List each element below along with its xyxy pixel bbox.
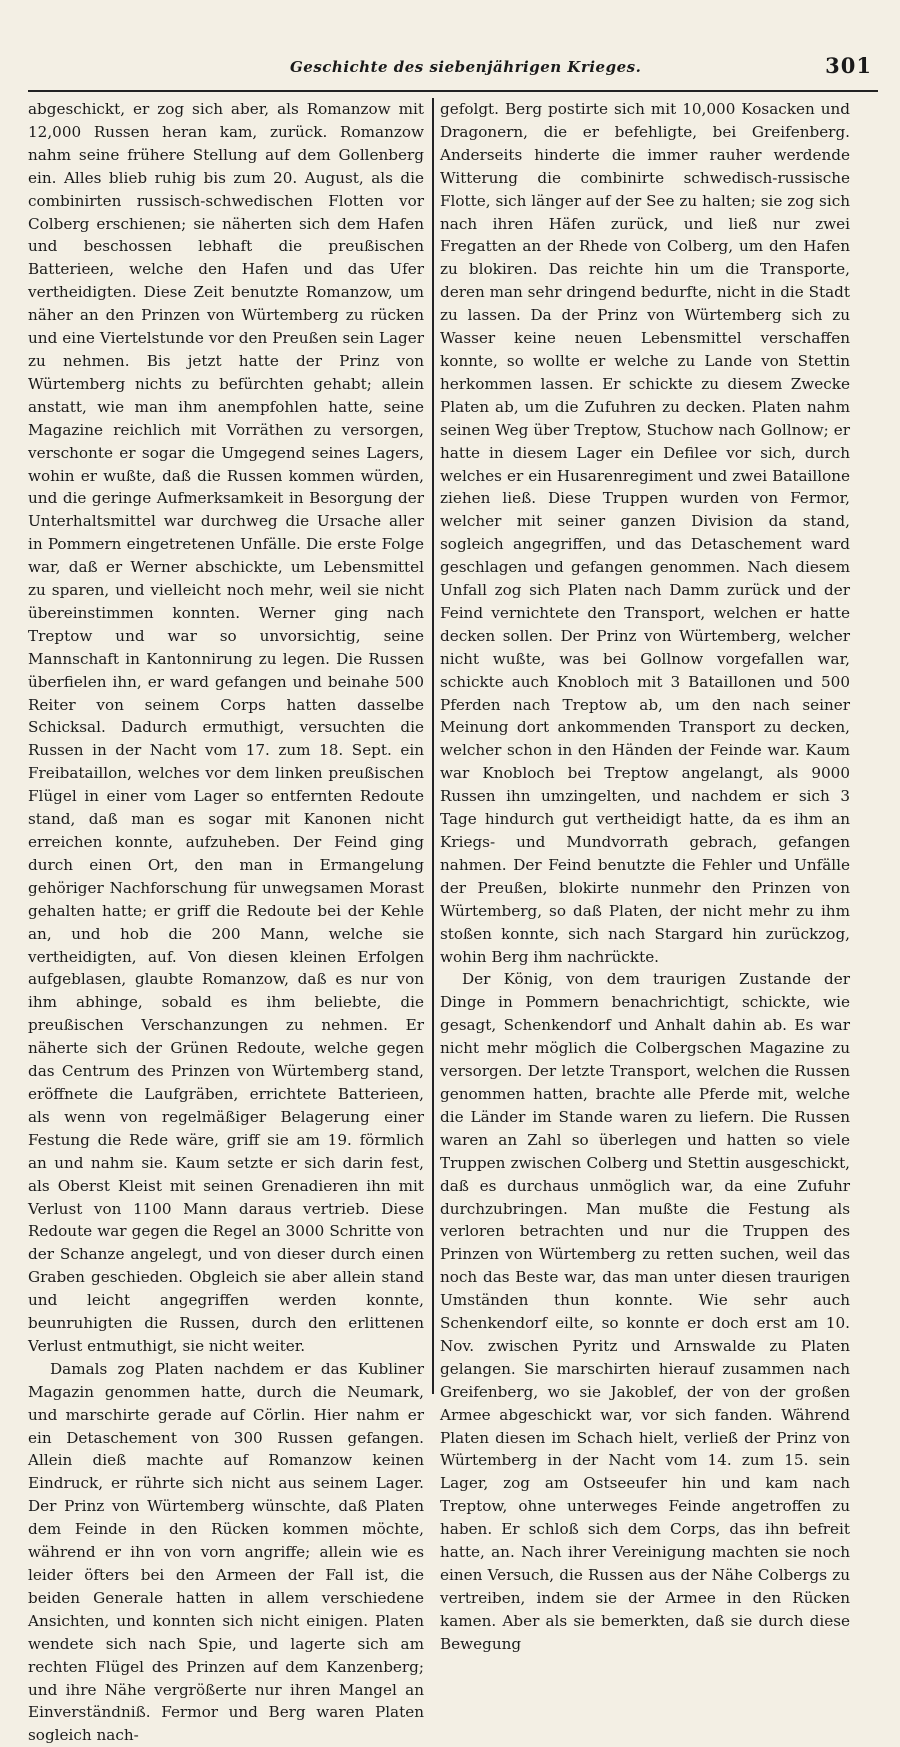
page-header [28,52,878,92]
column-divider [432,98,434,1394]
running-title: Geschichte des siebenjährigen Krieges. [290,58,642,76]
paragraph: Der König, von dem traurigen Zustande der Dinge in Pommern benachrichtigt, schickte, wie gesagt, Schenkendorf und Anhalt dahin ab. Es war nicht mehr möglich die Colbergschen Magazine zu versorgen. Der letzte Transport, welchen die Russen genommen hatten, brachte alle Pferde mit, welche die Länder im Stande waren zu liefern. Die Russen waren an Zahl so überlegen und hatten so viele Truppen zwischen Colberg und Stettin ausgeschickt, daß es durchaus unmöglich war, da eine Zufuhr durchzubringen. Man mußte die Festung als verloren betrachten und nur die Truppen des Prinzen von Würtemberg zu retten suchen, weil das noch das Beste war, das man unter diesen traurigen Umständen thun konnte. Wie sehr auch Schenkendorf eilte, so konnte er doch erst am 10. Nov. zwischen Pyritz und Arnswalde zu Platen gelangen. Sie marschirten hierauf zusammen nach Greifenberg, wo sie Jakoblef, der von der großen Armee abgeschickt war, vor sich fanden. Während Platen diesen im Schach hielt, verließ der Prinz von Würtemberg in der Nacht vom 14. zum 15. sein Lager, zog am Ostseeufer hin und kam nach Treptow, ohne unterweges Feinde angetroffen zu haben. Er schloß sich dem Corps, das ihn befreit hatte, an. Nach ihrer Vereinigung machten sie noch einen Versuch, die Russen aus der Nähe Colbergs zu vertreiben, indem sie der Armee in den Rücken kamen. Aber als sie bemerkten, daß sie durch diese Bewegung [440,970,850,1653]
page-number: 301 [825,53,872,78]
header-rule [28,90,878,92]
right-column [440,98,850,1653]
left-column [28,98,424,1745]
paragraph: gefolgt. Berg postirte sich mit 10,000 Kosacken und Dragonern, die er befehligte, bei Greifenberg. Anderseits hinderte die immer rauher werdende Witterung die combinirte schwedisch-russische Flotte, sich länger auf der See zu halten; sie zog sich nach ihren Häfen zurück, und ließ nur zwei Fregatten an der Rhede von Colberg, um den Hafen zu blokiren. Das reichte hin um die Transporte, deren man sehr dringend bedurfte, nicht in die Stadt zu lassen. Da der Prinz von Würtemberg sich zu Wasser keine neuen Lebensmittel verschaffen konnte, so wollte er welche zu Lande von Stettin herkommen lassen. Er schickte zu diesem Zwecke Platen ab, um die Zufuhren zu decken. Platen nahm seinen Weg über Treptow, Stuchow nach Gollnow; er hatte in diesem Lager ein Defilee vor sich, durch welches er ein Husarenregiment und zwei Bataillone ziehen ließ. Diese Truppen wurden von Fermor, welcher mit seiner ganzen Division da stand, sogleich angegriffen, und das Detaschement ward geschlagen und gefangen genommen. Nach diesem Unfall zog sich Platen nach Damm zurück und der Feind vernichtete den Transport, welchen er hatte decken sollen. Der Prinz von Würtemberg, welcher nicht wußte, was bei Gollnow vorgefallen war, schickte auch Knobloch mit 3 Bataillonen und 500 Pferden nach Treptow ab, um den nach seiner Meinung dort ankommenden Transport zu decken, welcher schon in den Händen der Feinde war. Kaum war Knobloch bei Treptow angelangt, als 9000 Russen ihn umzingelten, und nachdem er sich 3 Tage hindurch gut vertheidigt hatte, da es ihm an Kriegs- und Mundvorrath gebrach, gefangen nahmen. Der Feind benutzte die Fehler und Unfälle der Preußen, blokirte nunmehr den Prinzen von Würtemberg, so daß Platen, der nicht mehr zu ihm stoßen konnte, sich nach Stargard hin zurückzog, wohin Berg ihm nachrückte. [440,100,850,966]
paragraph: abgeschickt, er zog sich aber, als Romanzow mit 12,000 Russen heran kam, zurück. Romanzow nahm seine frühere Stellung auf dem Gollenberg ein. Alles blieb ruhig bis zum 20. August, als die combinirten russisch-schwedischen Flotten vor Colberg erschienen; sie näherten sich dem Hafen und beschossen lebhaft die preußischen Batterieen, welche den Hafen und das Ufer vertheidigten. Diese Zeit benutzte Romanzow, um näher an den Prinzen von Würtemberg zu rücken und eine Viertelstunde vor den Preußen sein Lager zu nehmen. Bis jetzt hatte der Prinz von Würtemberg nichts zu befürchten gehabt; allein anstatt, wie man ihm anempfohlen hatte, seine Magazine reichlich mit Vorräthen zu versorgen, verschonte er sogar die Umgegend seines Lagers, wohin er wußte, daß die Russen kommen würden, und die geringe Aufmerksamkeit in Besorgung der Unterhaltsmittel war durchweg die Ursache aller in Pommern eingetretenen Unfälle. Die erste Folge war, daß er Werner abschickte, um Lebensmittel zu sparen, und vielleicht noch mehr, weil sie nicht übereinstimmen konnten. Werner ging nach Treptow und war so unvorsichtig, seine Mannschaft in Kantonnirung zu legen. Die Russen überfielen ihn, er ward gefangen und beinahe 500 Reiter von seinem Corps hatten dasselbe Schicksal. Dadurch ermuthigt, versuchten die Russen in der Nacht vom 17. zum 18. Sept. ein Freibataillon, welches vor dem linken preußischen Flügel in einer vom Lager so entfernten Redoute stand, daß man es sogar mit Kanonen nicht erreichen konnte, aufzuheben. Der Feind ging durch einen Ort, den man in Ermangelung gehöriger Nachforschung für unwegsamen Morast gehalten hatte; er griff die Redoute bei der Kehle an, und hob die 200 Mann, welche sie vertheidigten, auf. Von diesen kleinen Erfolgen aufgeblasen, glaubte Romanzow, daß es nur von ihm abhinge, sobald es ihm beliebte, die preußischen Verschanzungen zu nehmen. Er näherte sich der Grünen Redoute, welche gegen das Centrum des Prinzen von Würtemberg stand, eröffnete die Laufgräben, errichtete Batterieen, als wenn von regelmäßiger Belagerung einer Festung die Rede wäre, griff sie am 19. förmlich an und nahm sie. Kaum setzte er sich darin fest, als Oberst Kleist mit seinen Grenadieren ihn mit Verlust von 1100 Mann daraus vertrieb. Diese Redoute war gegen die Regel an 3000 Schritte von der Schanze angelegt, und von dieser durch einen Graben geschieden. Obgleich sie aber allein stand und leicht angegriffen werden konnte, beunruhigten die Russen, durch den erlittenen Verlust entmuthigt, sie nicht weiter. [28,100,424,1355]
paragraph: Damals zog Platen nachdem er das Kubliner Magazin genommen hatte, durch die Neumark, und marschirte gerade auf Cörlin. Hier nahm er ein Detaschement von 300 Russen gefangen. Allein dieß machte auf Romanzow keinen Eindruck, er rührte sich nicht aus seinem Lager. Der Prinz von Würtemberg wünschte, daß Platen dem Feinde in den Rücken kommen möchte, während er ihn von vorn angriffe; allein wie es leider öfters bei den Armeen der Fall ist, die beiden Generale hatten in allem verschiedene Ansichten, und konnten sich nicht einigen. Platen wendete sich nach Spie, und lagerte sich am rechten Flügel des Prinzen auf dem Kanzenberg; und ihre Nähe vergrößerte nur ihren Mangel an Einverständniß. Fermor und Berg waren Platen sogleich nach- [28,1359,424,1745]
